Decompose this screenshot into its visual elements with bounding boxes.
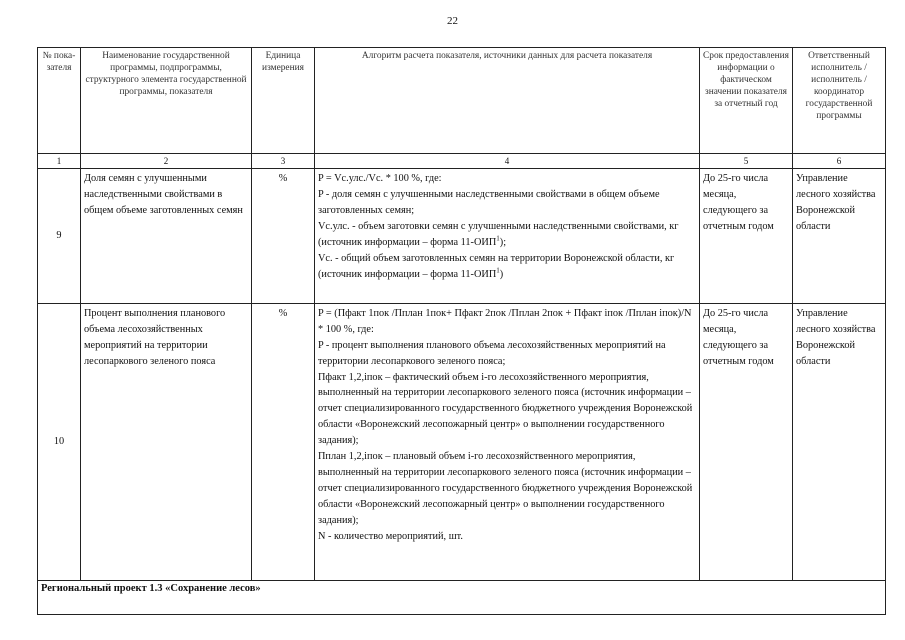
- algorithm-text: );: [499, 237, 507, 249]
- algorithm-text: Vс.улс. - объем заготовки семян с улучшенными наследственными свойствами, кг (источник информации – форма 11-ОИП: [318, 221, 679, 249]
- indicator-executor: Управление лесного хозяйства Воронежской области: [793, 303, 886, 580]
- indicator-name: Процент выполнения планового объема лесохозяйственных мероприятий на территории лесопаркового зеленого пояса: [81, 303, 252, 580]
- header-col-unit: Единица измерения: [252, 48, 315, 154]
- table-row: [38, 303, 886, 580]
- indicator-executor: Управление лесного хозяйства Воронежской области: [793, 169, 886, 303]
- indicator-algorithm: [315, 169, 700, 303]
- footnote-mark: 1: [496, 266, 500, 275]
- column-number: 1: [38, 154, 81, 169]
- algorithm-line: P = Vс.улс./Vс. * 100 %, где:: [318, 173, 442, 185]
- indicator-deadline: До 25-го числа месяца, следующего за отчетным годом: [700, 303, 793, 580]
- algorithm-line: P = (Пфакт 1пок /Пплан 1пок+ Пфакт 2пок /Пплан 2пок + Пфакт iпок /Пплан iпок)/N * 100 %, где:: [318, 307, 692, 335]
- column-number: 3: [252, 154, 315, 169]
- algorithm-line: [318, 219, 696, 251]
- algorithm-line: N - количество мероприятий, шт.: [318, 530, 463, 542]
- indicator-deadline: До 25-го числа месяца, следующего за отчетным годом: [700, 169, 793, 303]
- algorithm-line: P - доля семян с улучшенными наследственными свойствами в общем объеме заготовленных семян;: [318, 189, 660, 217]
- page-number: 22: [447, 15, 458, 27]
- indicators-table: [37, 47, 886, 615]
- indicator-number: 9: [38, 169, 81, 303]
- header-col-executor: Ответственный исполнитель / исполнитель / координатор государственной программы: [793, 48, 886, 154]
- algorithm-line: P - процент выполнения планового объема лесохозяйственных мероприятий на территории лесопаркового зеленого пояса;: [318, 339, 666, 367]
- algorithm-line: [318, 251, 696, 283]
- indicator-name: Доля семян с улучшенными наследственными свойствами в общем объеме заготовленных семян: [81, 169, 252, 303]
- indicator-algorithm: [315, 303, 700, 580]
- column-number: 4: [315, 154, 700, 169]
- header-row: [38, 48, 886, 154]
- table-row: [38, 169, 886, 303]
- indicator-number: 10: [38, 303, 81, 580]
- algorithm-line: Пфакт 1,2,iпок – фактический объем i-го лесохозяйственного мероприятия, выполненный на территории лесопаркового зеленого пояса (источник информации – отчет специализированного государственного бюджетного учреждения Воронежской области «Воронежский лесопожарный центр» о выполнении государственного задания);: [318, 371, 693, 447]
- header-col-algorithm: Алгоритм расчета показателя, источники данных для расчета показателя: [315, 48, 700, 154]
- region-row: [38, 580, 886, 614]
- region-project-title: Региональный проект 1.3 «Сохранение лесов»: [38, 580, 886, 614]
- column-number-row: [38, 154, 886, 169]
- footnote-mark: 1: [496, 234, 500, 243]
- indicator-unit: %: [252, 303, 315, 580]
- header-col-name: Наименование государственной программы, подпрограммы, структурного элемента государственной программы, показателя: [81, 48, 252, 154]
- column-number: 5: [700, 154, 793, 169]
- column-number: 2: [81, 154, 252, 169]
- algorithm-text: Vс. - общий объем заготовленных семян на территории Воронежской области, кг (источник информации – форма 11-ОИП: [318, 252, 675, 280]
- indicator-unit: %: [252, 169, 315, 303]
- column-number: 6: [793, 154, 886, 169]
- algorithm-line: Пплан 1,2,iпок – плановый объем i-го лесохозяйственного мероприятия, выполненный на территории лесопаркового зеленого пояса (источник информации – отчет специализированного государственного бюджетного учреждения Воронежской области «Воронежский лесопожарный центр» о выполнении государственного задания);: [318, 451, 693, 526]
- header-col-deadline: Срок предоставления информации о фактическом значении показателя за отчетный год: [700, 48, 793, 154]
- algorithm-text: ): [499, 268, 504, 280]
- header-col-number: № пока-зателя: [38, 48, 81, 154]
